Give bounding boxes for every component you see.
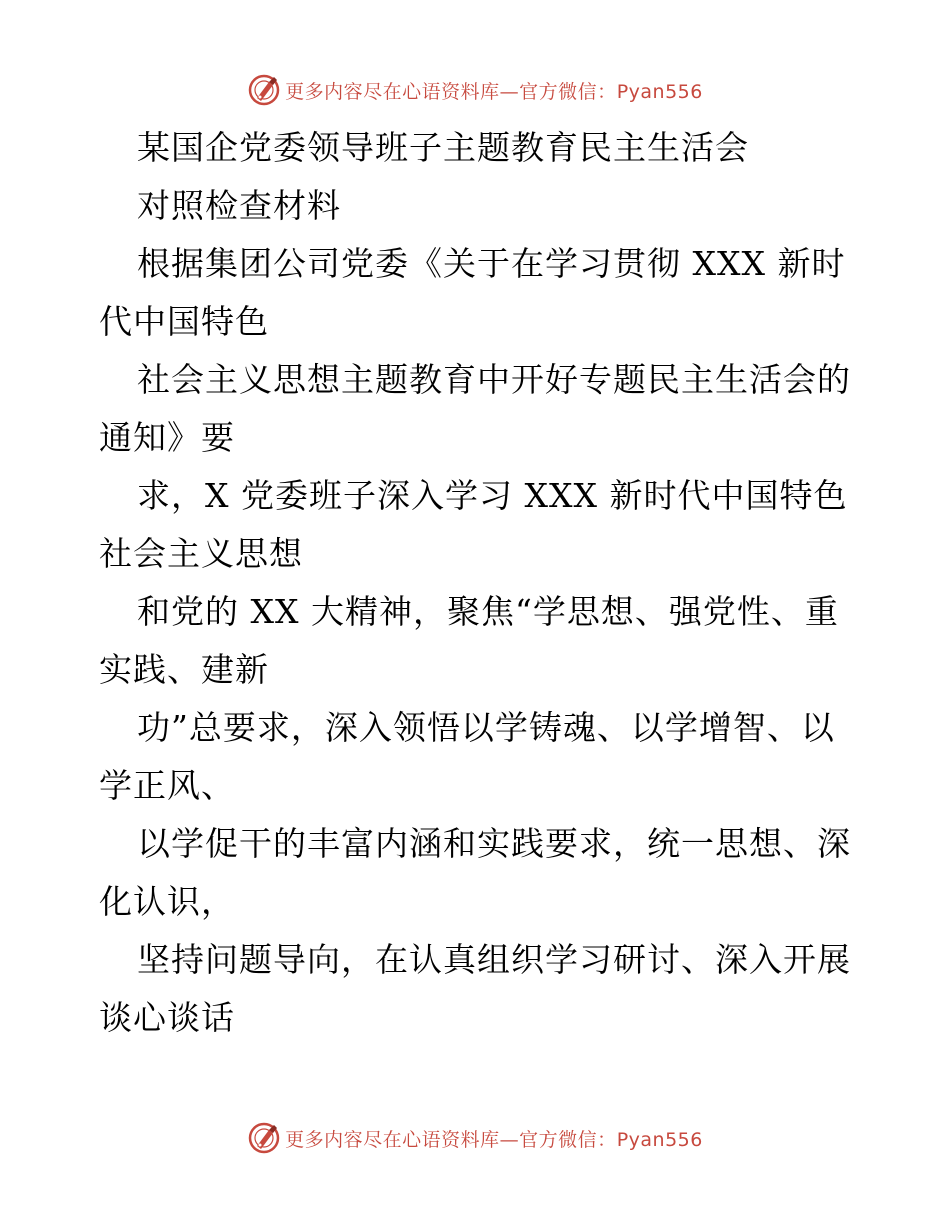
watermark-label: 官方微信： xyxy=(519,80,617,103)
watermark-site: 更多内容尽在心语资料库 xyxy=(285,80,500,103)
doc-paragraph-line: 根据集团公司党委《关于在学习贯彻 XXX 新时 xyxy=(137,244,846,283)
doc-paragraph-line: 功”总要求，深入领悟以学铸魂、以学增智、以 xyxy=(137,708,835,747)
doc-title-line-1: 某国企党委领导班子主题教育民主生活会 xyxy=(137,128,749,167)
watermark-dash: — xyxy=(499,1128,520,1151)
watermark-label: 官方微信： xyxy=(519,1128,617,1151)
watermark-dash: — xyxy=(499,80,520,103)
doc-paragraph-line: 社会主义思想 xyxy=(99,534,303,573)
doc-paragraph-line: 实践、建新 xyxy=(99,650,269,689)
doc-paragraph-line: 谈心谈话 xyxy=(99,998,235,1037)
doc-paragraph-line: 学正风、 xyxy=(99,766,235,805)
doc-paragraph-line: 和党的 XX 大精神，聚焦“学思想、强党性、重 xyxy=(137,592,839,631)
doc-paragraph-line: 社会主义思想主题教育中开好专题民主生活会的 xyxy=(137,360,851,399)
watermark-site: 更多内容尽在心语资料库 xyxy=(285,1128,500,1151)
doc-paragraph-line: 通知》要 xyxy=(99,418,235,457)
doc-paragraph-line: 坚持问题导向，在认真组织学习研讨、深入开展 xyxy=(137,940,851,979)
doc-paragraph-line: 化认识， xyxy=(99,882,235,921)
doc-paragraph-line: 求，X 党委班子深入学习 XXX 新时代中国特色 xyxy=(137,476,848,515)
doc-paragraph-line: 以学促干的丰富内涵和实践要求，统一思想、深 xyxy=(137,824,851,863)
header-watermark xyxy=(0,70,950,110)
watermark-account: Pyan556 xyxy=(616,1128,703,1151)
watermark-text xyxy=(285,77,703,104)
doc-title-line-2: 对照检查材料 xyxy=(137,186,341,225)
doc-paragraph-line: 代中国特色 xyxy=(99,302,269,341)
watermark-account: Pyan556 xyxy=(616,80,703,103)
footer-watermark xyxy=(0,1118,950,1158)
pen-nib-logo-icon xyxy=(247,1121,281,1155)
watermark-text xyxy=(285,1125,703,1152)
pen-nib-logo-icon xyxy=(247,73,281,107)
